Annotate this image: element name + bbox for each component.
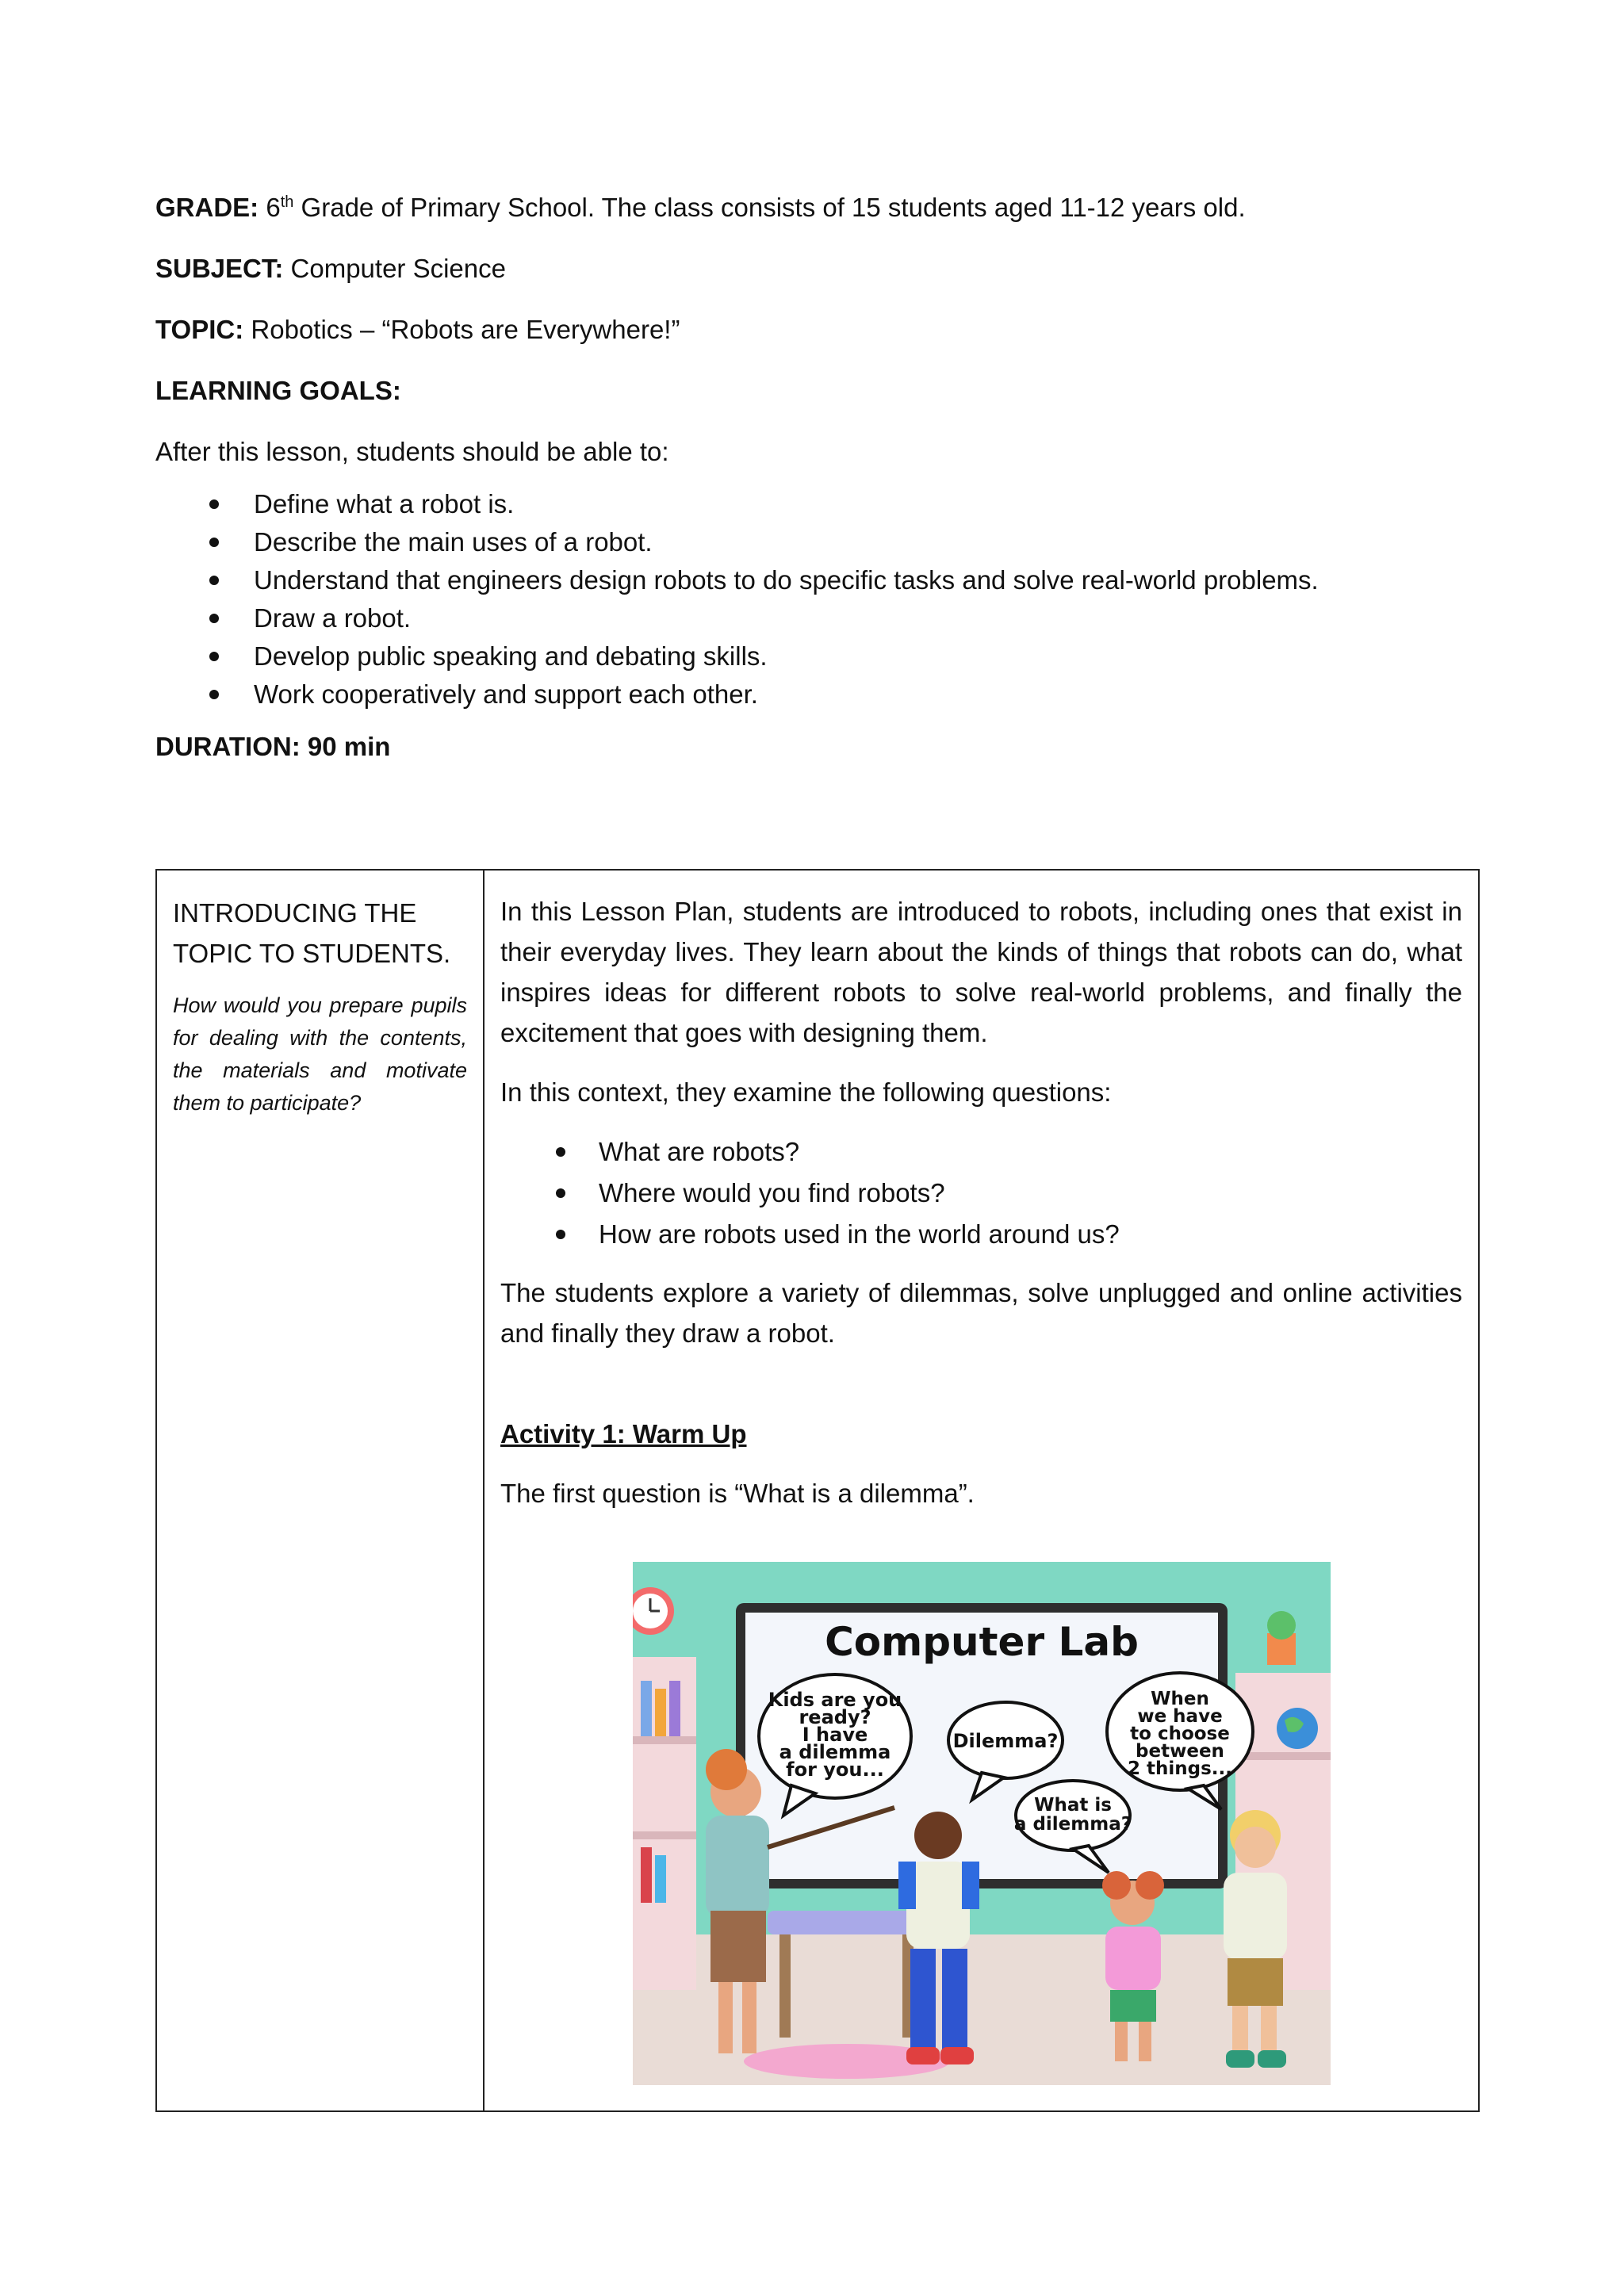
board-title: Computer Lab	[825, 1619, 1139, 1665]
learning-goals-heading: LEARNING GOALS:	[155, 376, 401, 405]
subject-text: Computer Science	[283, 254, 506, 283]
goal-item: Work cooperatively and support each other.	[254, 675, 1481, 714]
classroom-scene	[633, 1562, 1331, 2085]
goal-item: Define what a robot is.	[254, 485, 1481, 523]
desk	[768, 1911, 926, 1934]
question-item: Where would you find robots?	[599, 1173, 1462, 1214]
svg-text:Kids are you: Kids are you	[768, 1689, 902, 1711]
goal-item: Draw a robot.	[254, 599, 1481, 637]
svg-text:a dilemma: a dilemma	[779, 1741, 891, 1763]
lesson-header	[155, 190, 1481, 790]
goals-list	[155, 485, 1481, 714]
svg-text:What is: What is	[1034, 1795, 1112, 1816]
svg-text:a dilemma?: a dilemma?	[1013, 1814, 1132, 1835]
svg-text:between: between	[1136, 1741, 1224, 1762]
svg-text:2 things...: 2 things...	[1127, 1758, 1233, 1779]
grade-text: Grade of Primary School. The class consists of 15 students aged 11-12 years old.	[293, 193, 1246, 222]
svg-text:Dilemma?: Dilemma?	[952, 1730, 1059, 1752]
questions-list	[500, 1131, 1462, 1255]
section-guidance-note: How would you prepare pupils for dealing with the contents, the materials and motivate them to participate?	[173, 993, 467, 1115]
svg-text:ready?: ready?	[799, 1706, 871, 1728]
svg-text:I have: I have	[802, 1724, 868, 1746]
goals-intro: After this lesson, students should be able to:	[155, 437, 669, 466]
section-title: INTRODUCING THE TOPIC TO STUDENTS.	[173, 898, 451, 968]
svg-text:to choose: to choose	[1130, 1724, 1230, 1744]
grade-line	[155, 190, 1481, 225]
questions-intro: In this context, they examine the following questions:	[500, 1077, 1112, 1107]
svg-text:we have: we have	[1137, 1706, 1223, 1727]
topic-line	[155, 312, 1481, 347]
activity-title: Activity 1: Warm Up	[500, 1419, 747, 1448]
grade-ordinal: 6	[266, 193, 281, 222]
grade-label: GRADE:	[155, 193, 259, 222]
grade-superscript: th	[280, 193, 294, 211]
intro-paragraph: In this Lesson Plan, students are introduced to robots, including ones that exist in their everyday lives. They learn about the kinds of things that robots can do, what inspires ideas for different robots to solve real-world problems, and finally the excitement that goes with designing them.	[500, 897, 1462, 1047]
activities-paragraph: The students explore a variety of dilemmas, solve unplugged and online activities and finally they draw a robot.	[500, 1278, 1462, 1348]
topic-label: TOPIC:	[155, 315, 244, 344]
goal-item: Understand that engineers design robots to do specific tasks and solve real-world problems.	[254, 561, 1481, 599]
goal-item: Develop public speaking and debating skills.	[254, 637, 1481, 675]
computer-lab-illustration	[633, 1562, 1331, 2085]
topic-text: Robotics – “Robots are Everywhere!”	[243, 315, 680, 344]
activity-text: The first question is “What is a dilemma”.	[500, 1479, 975, 1508]
subject-line	[155, 251, 1481, 286]
svg-text:for you...: for you...	[786, 1758, 884, 1781]
svg-text:When: When	[1151, 1689, 1209, 1709]
table-left-column	[157, 871, 485, 2110]
question-item: What are robots?	[599, 1131, 1462, 1173]
duration-line: DURATION: 90 min	[155, 732, 391, 761]
goal-item: Describe the main uses of a robot.	[254, 523, 1481, 561]
question-item: How are robots used in the world around us?	[599, 1214, 1462, 1255]
subject-label: SUBJECT:	[155, 254, 284, 283]
